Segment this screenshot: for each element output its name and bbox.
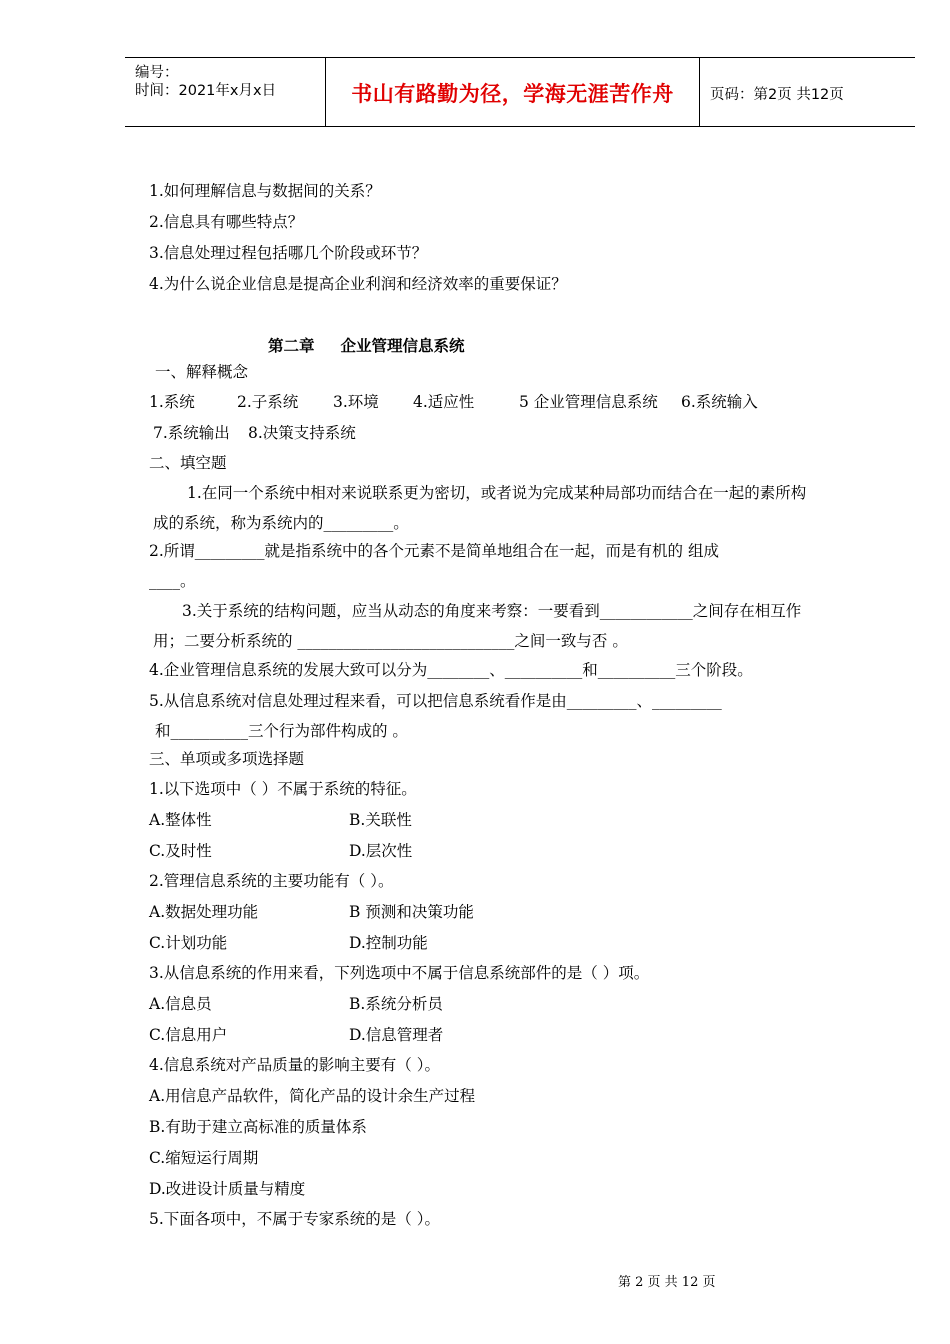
choice-question: 5.下面各项中，不属于专家系统的是（ ）。 bbox=[149, 1210, 440, 1228]
concept-item: 2.子系统 bbox=[237, 393, 299, 411]
fill-question: 和__________三个行为部件构成的 。 bbox=[155, 722, 408, 740]
choice-option: B.关联性 bbox=[349, 811, 412, 829]
intro-question: 2.信息具有哪些特点？ bbox=[149, 213, 304, 231]
choice-question: 1.以下选项中（ ）不属于系统的特征。 bbox=[149, 780, 417, 798]
concept-item: 5 企业管理信息系统 bbox=[519, 393, 658, 411]
choice-option: D.改进设计质量与精度 bbox=[149, 1180, 306, 1198]
header-meta-cell bbox=[125, 58, 326, 126]
choice-question: 3.从信息系统的作用来看，下列选项中不属于信息系统部件的是（ ）项。 bbox=[149, 964, 650, 982]
intro-question: 3.信息处理过程包括哪几个阶段或环节？ bbox=[149, 244, 428, 262]
choice-option: A.数据处理功能 bbox=[149, 903, 259, 921]
choice-option: A.用信息产品软件，简化产品的设计余生产过程 bbox=[149, 1087, 476, 1105]
choice-option: B.有助于建立高标准的质量体系 bbox=[149, 1118, 367, 1136]
header-motto-cell bbox=[326, 58, 700, 126]
choice-option: B 预测和决策功能 bbox=[349, 903, 474, 921]
page-header bbox=[125, 57, 915, 127]
choice-option: B.系统分析员 bbox=[349, 995, 443, 1013]
section-title: 一、解释概念 bbox=[155, 363, 249, 381]
fill-question: 4.企业管理信息系统的发展大致可以分为________、__________和__________三个阶段。 bbox=[149, 661, 753, 679]
concept-item: 6.系统输入 bbox=[681, 393, 758, 411]
concept-item: 7.系统输出 bbox=[153, 424, 230, 442]
choice-option: A.信息员 bbox=[149, 995, 212, 1013]
chapter-heading bbox=[268, 334, 465, 356]
chapter-title: 企业管理信息系统 bbox=[340, 337, 465, 355]
chapter-number: 第二章 bbox=[268, 337, 315, 355]
concept-item: 1.系统 bbox=[149, 393, 195, 411]
choice-question: 4.信息系统对产品质量的影响主要有（ ）。 bbox=[149, 1056, 440, 1074]
choice-option: D.信息管理者 bbox=[349, 1026, 444, 1044]
page-label: 页码：第2页 共12页 bbox=[710, 87, 844, 103]
time-label: 时间：2021年x月x日 bbox=[135, 83, 277, 99]
concept-item: 8.决策支持系统 bbox=[248, 424, 356, 442]
fill-question: 5.从信息系统对信息处理过程来看，可以把信息系统看作是由_________、_________ bbox=[149, 692, 722, 710]
choice-option: C.缩短运行周期 bbox=[149, 1149, 259, 1167]
choice-option: D.控制功能 bbox=[349, 934, 428, 952]
section-title: 三、单项或多项选择题 bbox=[149, 750, 305, 768]
choice-option: C.及时性 bbox=[149, 842, 212, 860]
serial-label: 编号： bbox=[135, 65, 179, 81]
choice-option: C.信息用户 bbox=[149, 1026, 228, 1044]
fill-question: 1.在同一个系统中相对来说联系更为密切，或者说为完成某种局部功而结合在一起的素所构 bbox=[187, 484, 807, 502]
intro-question: 4.为什么说企业信息是提高企业利润和经济效率的重要保证？ bbox=[149, 275, 567, 293]
fill-question: 2.所谓_________就是指系统中的各个元素不是简单地组合在一起，而是有机的 组成 bbox=[149, 542, 719, 560]
choice-question: 2.管理信息系统的主要功能有（ ）。 bbox=[149, 872, 394, 890]
choice-option: A.整体性 bbox=[149, 811, 212, 829]
choice-option: D.层次性 bbox=[349, 842, 413, 860]
fill-question: 用；二要分析系统的 ____________________________之间一致与否 。 bbox=[153, 632, 628, 650]
concept-item: 3.环境 bbox=[333, 393, 379, 411]
concept-item: 4.适应性 bbox=[413, 393, 475, 411]
fill-question: ____。 bbox=[149, 572, 196, 590]
fill-question: 成的系统，称为系统内的_________。 bbox=[153, 514, 409, 532]
page-footer: 第 2 页 共 12 页 bbox=[618, 1275, 716, 1290]
choice-option: C.计划功能 bbox=[149, 934, 228, 952]
intro-question: 1.如何理解信息与数据间的关系？ bbox=[149, 182, 381, 200]
motto: 书山有路勤为径，学海无涯苦作舟 bbox=[351, 82, 674, 106]
header-page-cell bbox=[700, 58, 915, 126]
section-title: 二、填空题 bbox=[149, 454, 227, 472]
fill-question: 3.关于系统的结构问题，应当从动态的角度来考察：一要看到____________之间存在相互作 bbox=[182, 602, 802, 620]
